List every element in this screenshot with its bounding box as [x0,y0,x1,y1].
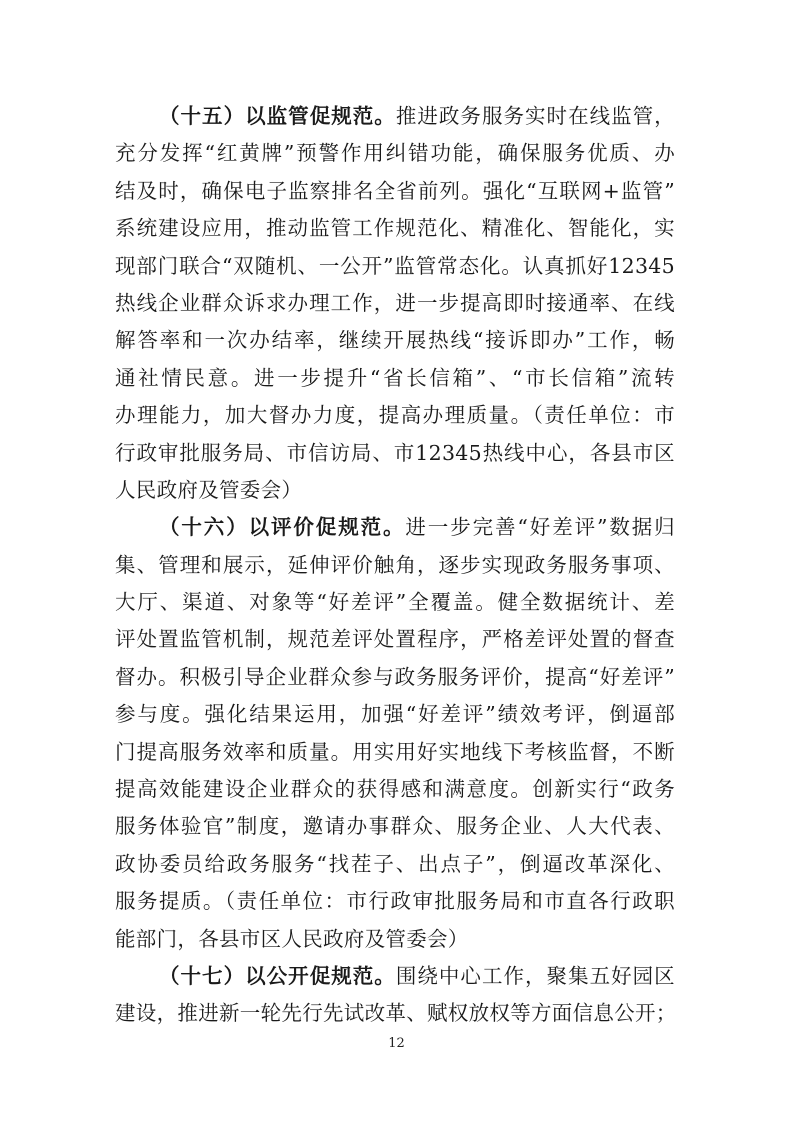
page-number: 12 [388,1036,405,1051]
text-line: 能部门，各县市区人民政府及管委会） [115,926,469,951]
section-heading: （十六）以评价促规范。 [159,515,406,540]
text-line-rest: 推进政务服务实时在线监管， [395,104,675,128]
text-line: 现部门联合“双随机、一公开”监管常态化。认真抓好12345 [115,253,675,278]
text-line: 评处置监管机制，规范差评处置程序，严格差评处置的督查 [115,627,675,652]
text-line: 集、管理和展示，延伸评价触角，逐步实现政务服务事项、 [115,552,675,577]
text-line: 门提高服务效率和质量。用实用好实地线下考核监督，不断 [115,739,675,764]
text-line-rest: 围绕中心工作，聚集五好园区 [395,963,675,988]
text-line [115,98,675,135]
text-line: 解答率和一次办结率，继续开展热线“接诉即办”工作，畅 [115,328,675,353]
text-line: 政协委员给政务服务“找茬子、出点子”，倒逼改革深化、 [115,851,675,876]
section-heading: （十五）以监管促规范。 [159,104,396,128]
text-line: 行政审批服务局、市信访局、市12345热线中心，各县市区 [115,440,675,465]
text-line: 热线企业群众诉求办理工作，进一步提高即时接通率、在线 [115,290,675,315]
text-line-rest: 进一步完善“好差评”数据归 [405,515,675,540]
text-line: 充分发挥“红黄牌”预警作用纠错功能，确保服务优质、办 [115,141,675,166]
text-line: 提高效能建设企业群众的获得感和满意度。创新实行“政务 [115,777,675,802]
text-line: 人民政府及管委会） [115,477,303,502]
text-line [115,958,675,995]
text-line: 服务体验官”制度，邀请办事群众、服务企业、人大代表、 [115,814,675,839]
text-line: 办理能力，加大督办力度，提高办理质量。（责任单位：市 [115,403,675,428]
text-line: 通社情民意。进一步提升“省长信箱”、“市长信箱”流转 [115,365,675,390]
text-line: 参与度。强化结果运用，加强“好差评”绩效考评，倒逼部 [115,702,675,727]
text-line: 督办。积极引导企业群众参与政务服务评价，提高“好差评” [115,664,675,689]
text-line: 建设，推进新一轮先行先试改革、赋权放权等方面信息公开； [115,1001,677,1026]
text-line: 大厅、渠道、对象等“好差评”全覆盖。健全数据统计、差 [115,590,675,615]
text-line: 服务提质。（责任单位：市行政审批服务局和市直各行政职 [115,889,675,914]
text-line: 结及时，确保电子监察排名全省前列。强化“互联网+监管” [115,178,675,203]
section-heading: （十七）以公开促规范。 [159,963,396,988]
paragraph-16 [115,509,675,958]
paragraph-17 [115,958,675,1033]
paragraph-15 [115,98,675,509]
text-line [115,509,675,546]
text-line: 系统建设应用，推动监管工作规范化、精准化、智能化，实 [115,216,675,241]
document-body [115,98,675,1033]
